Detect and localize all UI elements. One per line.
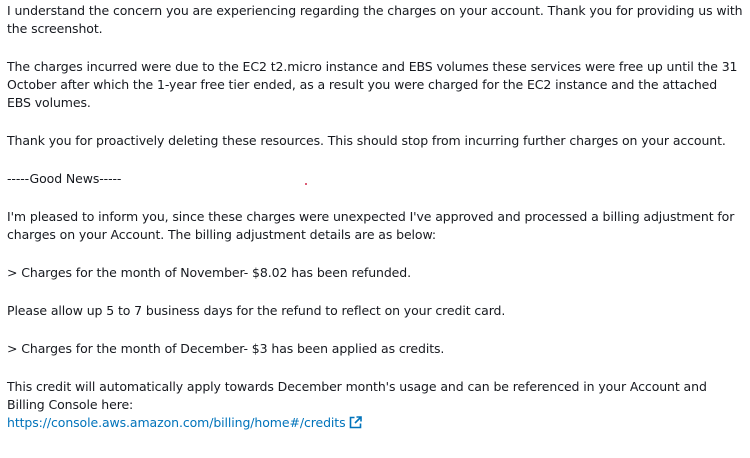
credits-link-row: [7, 414, 744, 434]
message-paragraph-credit-info: This credit will automatically apply towards December month's usage and can be referenced in your Account and Billing Console here:: [7, 379, 707, 412]
billing-credits-link-text: https://console.aws.amazon.com/billing/home#/credits: [7, 415, 346, 430]
stray-red-dot: [305, 183, 307, 185]
external-link-icon: [349, 416, 362, 434]
message-paragraph-adjustment: I'm pleased to inform you, since these charges were unexpected I've approved and processed a billing adjustment for charges on your Account. The billing adjustment details are as below:: [7, 209, 735, 242]
message-paragraph-refund-timing: Please allow up 5 to 7 business days for the refund to reflect on your credit card.: [7, 303, 506, 318]
billing-credits-link[interactable]: [7, 415, 362, 430]
message-paragraph-good-news: -----Good News-----: [7, 171, 122, 186]
message-paragraph-november-refund: > Charges for the month of November- $8.02 has been refunded.: [7, 265, 411, 280]
message-paragraph-concern: I understand the concern you are experiencing regarding the charges on your account. Thank you for providing us with the screenshot.: [7, 3, 743, 36]
message-paragraph-charges: The charges incurred were due to the EC2 t2.micro instance and EBS volumes these services were free up until the 31 October after which the 1-year free tier ended, as a result you were charged for the EC2 instance and the attached EBS volumes.: [7, 59, 738, 110]
message-paragraph-deleted: Thank you for proactively deleting these resources. This should stop from incurring further charges on your account.: [7, 133, 726, 148]
message-paragraph-december-credit: > Charges for the month of December- $3 has been applied as credits.: [7, 341, 445, 356]
